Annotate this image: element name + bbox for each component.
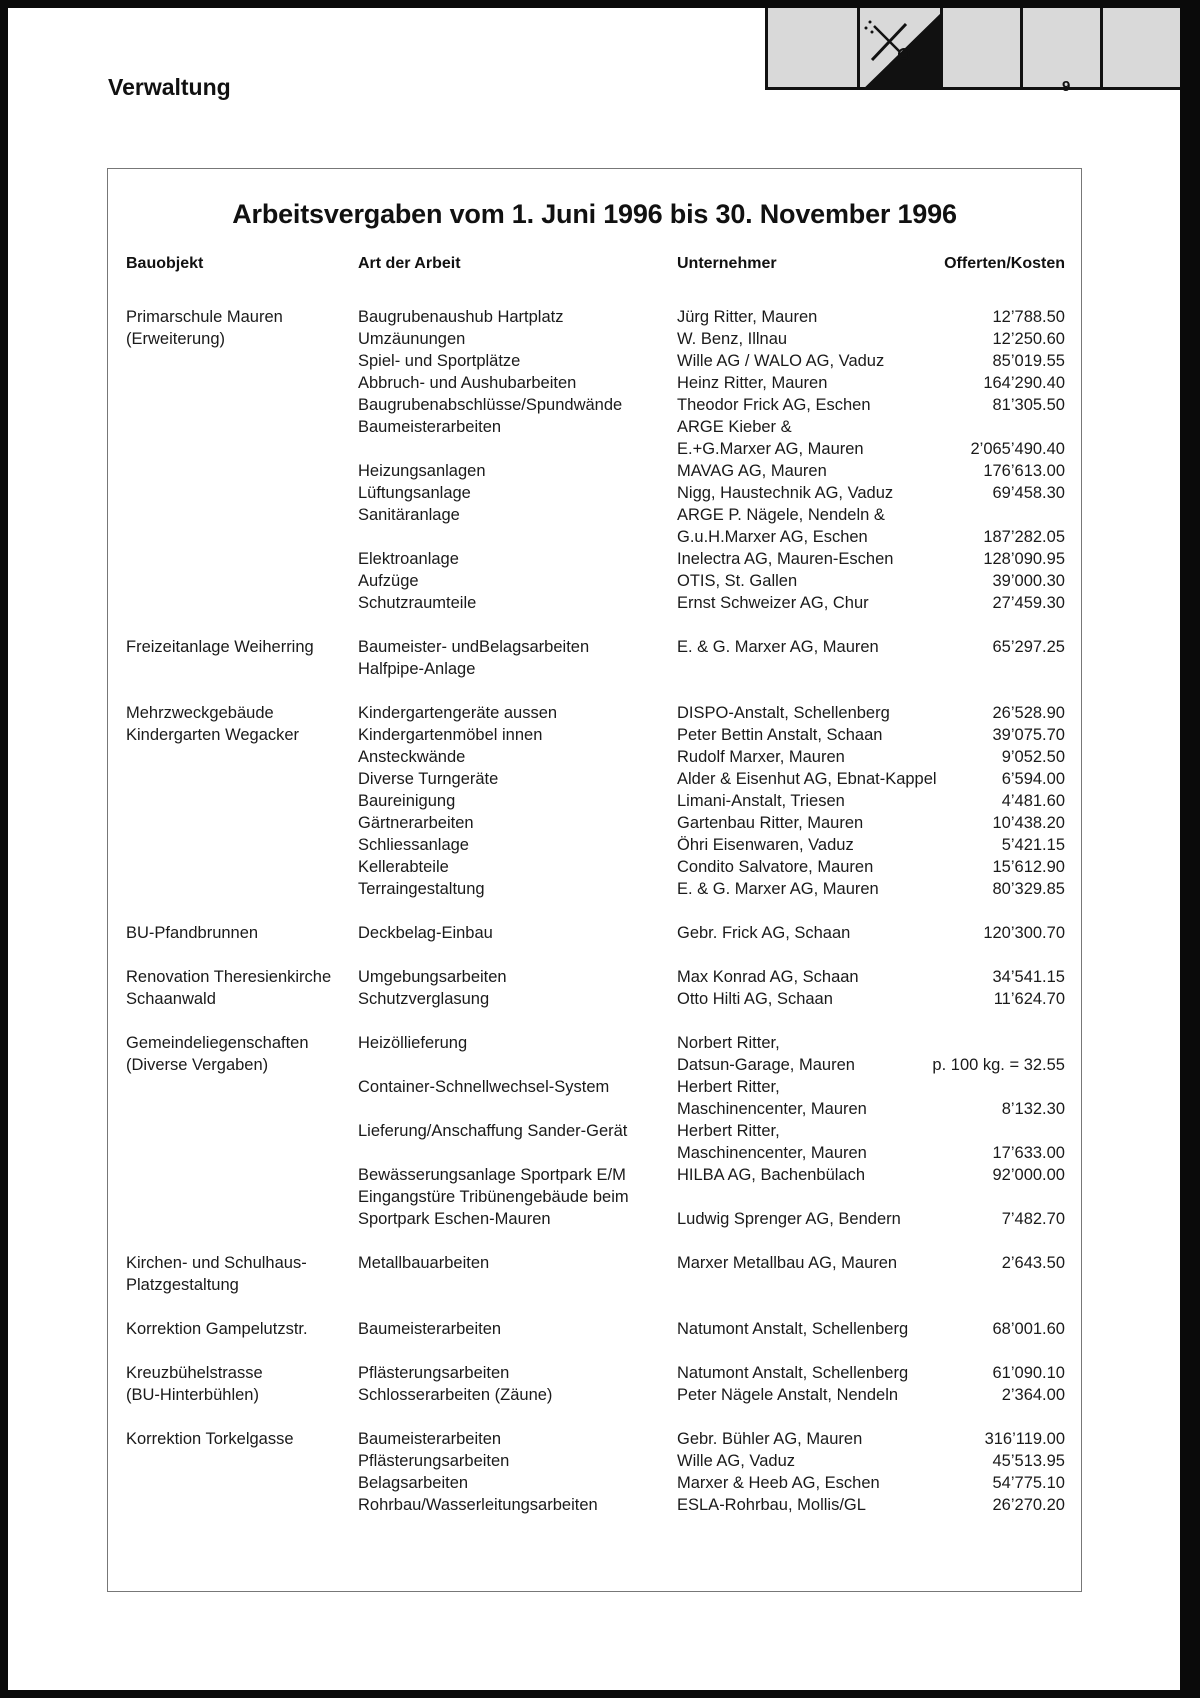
table-row: [108, 1054, 1081, 1076]
cell-unternehmer: MAVAG AG, Mauren: [677, 462, 827, 480]
cell-kosten: 68’001.60: [992, 1320, 1065, 1338]
table-row: [108, 922, 1081, 944]
column-header-unternehmer: Unternehmer: [677, 255, 777, 272]
table-row: [108, 394, 1081, 416]
cell-kosten: 6’594.00: [1001, 770, 1065, 788]
cell-art-der-arbeit: Heizungsanlagen: [358, 462, 486, 480]
table-row: [108, 1142, 1081, 1164]
table-row: [108, 1384, 1081, 1406]
cell-unternehmer: DISPO-Anstalt, Schellenberg: [677, 704, 890, 722]
cell-unternehmer: Maschinencenter, Mauren: [677, 1100, 867, 1118]
table-row: [108, 592, 1081, 614]
cell-kosten: 15’612.90: [992, 858, 1065, 876]
table-row: [108, 306, 1081, 328]
cell-unternehmer: Otto Hilti AG, Schaan: [677, 990, 833, 1008]
cell-bauobjekt: Kreuzbühelstrasse: [126, 1364, 263, 1382]
cell-art-der-arbeit: Spiel- und Sportplätze: [358, 352, 521, 370]
cell-bauobjekt: Gemeindeliegenschaften: [126, 1034, 309, 1052]
cell-art-der-arbeit: Lüftungsanlage: [358, 484, 471, 502]
cell-unternehmer: ESLA-Rohrbau, Mollis/GL: [677, 1496, 866, 1514]
cell-art-der-arbeit: Schutzverglasung: [358, 990, 490, 1008]
table-row: [108, 1208, 1081, 1230]
table-row: [108, 658, 1081, 680]
cell-unternehmer: Peter Nägele Anstalt, Nendeln: [677, 1386, 899, 1404]
cell-art-der-arbeit: Baumeisterarbeiten: [358, 418, 502, 436]
cell-unternehmer: Datsun-Garage, Mauren: [677, 1056, 855, 1074]
cell-unternehmer: Nigg, Haustechnik AG, Vaduz: [677, 484, 894, 502]
awards-table-box: [107, 168, 1082, 1592]
cell-art-der-arbeit: Diverse Turngeräte: [358, 770, 499, 788]
cell-unternehmer: Peter Bettin Anstalt, Schaan: [677, 726, 883, 744]
cell-art-der-arbeit: Baugrubenaushub Hartplatz: [358, 308, 564, 326]
cell-kosten: 9’052.50: [1001, 748, 1065, 766]
cell-unternehmer: E. & G. Marxer AG, Mauren: [677, 880, 879, 898]
cell-art-der-arbeit: Baugrubenabschlüsse/Spundwände: [358, 396, 623, 414]
cell-unternehmer: ARGE Kieber &: [677, 418, 792, 436]
cell-art-der-arbeit: Sportpark Eschen-Mauren: [358, 1210, 551, 1228]
cell-art-der-arbeit: Eingangstüre Tribünengebäude beim: [358, 1188, 629, 1206]
cell-unternehmer: Marxer & Heeb AG, Eschen: [677, 1474, 880, 1492]
cell-kosten: p. 100 kg. = 32.55: [932, 1056, 1065, 1074]
cell-kosten: 26’270.20: [992, 1496, 1065, 1514]
table-row: [108, 570, 1081, 592]
table-row: [108, 1274, 1081, 1296]
cell-unternehmer: Herbert Ritter,: [677, 1078, 780, 1096]
cell-kosten: 2’065’490.40: [970, 440, 1065, 458]
table-row: [108, 504, 1081, 526]
cell-bauobjekt: Korrektion Torkelgasse: [126, 1430, 294, 1448]
table-row: [108, 1032, 1081, 1054]
cell-kosten: 17’633.00: [992, 1144, 1065, 1162]
cell-unternehmer: E. & G. Marxer AG, Mauren: [677, 638, 879, 656]
cell-bauobjekt: Korrektion Gampelutzstr.: [126, 1320, 308, 1338]
cell-unternehmer: Theodor Frick AG, Eschen: [677, 396, 871, 414]
table-row: [108, 1076, 1081, 1098]
tab-cell: [1100, 8, 1180, 90]
cell-unternehmer: Condito Salvatore, Mauren: [677, 858, 874, 876]
cell-art-der-arbeit: Umzäunungen: [358, 330, 466, 348]
cell-art-der-arbeit: Rohrbau/Wasserleitungsarbeiten: [358, 1496, 598, 1514]
cell-unternehmer: Rudolf Marxer, Mauren: [677, 748, 845, 766]
table-row: [108, 416, 1081, 438]
cell-unternehmer: Alder & Eisenhut AG, Ebnat-Kappel: [677, 770, 937, 788]
table-row: [108, 988, 1081, 1010]
cell-kosten: 10’438.20: [992, 814, 1065, 832]
cell-art-der-arbeit: Lieferung/Anschaffung Sander-Gerät: [358, 1122, 628, 1140]
table-row: [108, 1098, 1081, 1120]
cell-art-der-arbeit: Elektroanlage: [358, 550, 459, 568]
table-row: [108, 746, 1081, 768]
table-row: [108, 460, 1081, 482]
cell-unternehmer: Herbert Ritter,: [677, 1122, 780, 1140]
cell-art-der-arbeit: Baumeister- undBelagsarbeiten: [358, 638, 590, 656]
cell-bauobjekt: (BU-Hinterbühlen): [126, 1386, 259, 1404]
cell-bauobjekt: Mehrzweckgebäude: [126, 704, 274, 722]
cell-kosten: 80’329.85: [992, 880, 1065, 898]
cell-bauobjekt: Platzgestaltung: [126, 1276, 239, 1294]
cell-art-der-arbeit: Gärtnerarbeiten: [358, 814, 474, 832]
cell-kosten: 65’297.25: [992, 638, 1065, 656]
table-row: [108, 636, 1081, 658]
column-header-bauobjekt: Bauobjekt: [126, 255, 204, 272]
table-row: [108, 834, 1081, 856]
section-title: Verwaltung: [108, 74, 231, 100]
cell-art-der-arbeit: Schlosserarbeiten (Zäune): [358, 1386, 553, 1404]
cell-unternehmer: Natumont Anstalt, Schellenberg: [677, 1320, 909, 1338]
table-row: [108, 1252, 1081, 1274]
cell-unternehmer: Heinz Ritter, Mauren: [677, 374, 828, 392]
table-row: [108, 1472, 1081, 1494]
tab-cell: [765, 8, 860, 90]
cell-unternehmer: Wille AG / WALO AG, Vaduz: [677, 352, 885, 370]
cell-kosten: 176’613.00: [983, 462, 1065, 480]
table-row: [108, 768, 1081, 790]
cell-art-der-arbeit: Belagsarbeiten: [358, 1474, 469, 1492]
cell-kosten: 11’624.70: [993, 990, 1065, 1008]
table-title: Arbeitsvergaben vom 1. Juni 1996 bis 30. November 1996: [232, 199, 957, 229]
cell-kosten: 7’482.70: [1001, 1210, 1065, 1228]
table-row: [108, 812, 1081, 834]
cell-unternehmer: Inelectra AG, Mauren-Eschen: [677, 550, 894, 568]
table-row: [108, 1428, 1081, 1450]
cell-kosten: 120’300.70: [983, 924, 1065, 942]
cell-kosten: 34’541.15: [992, 968, 1065, 986]
chapter-tab-strip: [765, 8, 1180, 92]
table-row: [108, 878, 1081, 900]
cell-unternehmer: Natumont Anstalt, Schellenberg: [677, 1364, 909, 1382]
table-row: [108, 1362, 1081, 1384]
table-row: [108, 350, 1081, 372]
cell-unternehmer: E.+G.Marxer AG, Mauren: [677, 440, 864, 458]
cell-unternehmer: W. Benz, Illnau: [677, 330, 788, 348]
column-header-art-der-arbeit: Art der Arbeit: [358, 255, 461, 272]
cell-unternehmer: Öhri Eisenwaren, Vaduz: [677, 836, 854, 854]
cell-art-der-arbeit: Sanitäranlage: [358, 506, 460, 524]
table-row: [108, 1318, 1081, 1340]
cell-art-der-arbeit: Baureinigung: [358, 792, 456, 810]
cell-kosten: 45’513.95: [992, 1452, 1065, 1470]
page-number: 9: [1062, 78, 1071, 95]
table-row: [108, 526, 1081, 548]
cell-art-der-arbeit: Abbruch- und Aushubarbeiten: [358, 374, 577, 392]
table-row: [108, 1120, 1081, 1142]
cell-unternehmer: Wille AG, Vaduz: [677, 1452, 795, 1470]
table-row: [108, 548, 1081, 570]
cell-unternehmer: Gartenbau Ritter, Mauren: [677, 814, 864, 832]
cell-kosten: 39’000.30: [992, 572, 1065, 590]
cell-bauobjekt: (Erweiterung): [126, 330, 226, 348]
cell-unternehmer: Marxer Metallbau AG, Mauren: [677, 1254, 898, 1272]
cell-kosten: 27’459.30: [992, 594, 1065, 612]
table-row: [108, 372, 1081, 394]
cell-art-der-arbeit: Schliessanlage: [358, 836, 469, 854]
cell-art-der-arbeit: Umgebungsarbeiten: [358, 968, 507, 986]
cell-art-der-arbeit: Baumeisterarbeiten: [358, 1430, 502, 1448]
cell-bauobjekt: Renovation Theresienkirche: [126, 968, 332, 986]
cell-kosten: 26’528.90: [992, 704, 1065, 722]
cell-kosten: 8’132.30: [1001, 1100, 1065, 1118]
cell-art-der-arbeit: Metallbauarbeiten: [358, 1254, 490, 1272]
table-row: [108, 856, 1081, 878]
cell-unternehmer: Gebr. Frick AG, Schaan: [677, 924, 851, 942]
column-header-kosten: Offerten/Kosten: [944, 255, 1065, 272]
cell-kosten: 316’119.00: [984, 1430, 1065, 1448]
cell-kosten: 2’364.00: [1001, 1386, 1065, 1404]
cell-kosten: 12’788.50: [992, 308, 1065, 326]
table-row: [108, 482, 1081, 504]
cell-bauobjekt: Kirchen- und Schulhaus-: [126, 1254, 307, 1272]
cell-art-der-arbeit: Kindergartenmöbel innen: [358, 726, 543, 744]
tools-icon: [857, 8, 943, 90]
cell-bauobjekt: Kindergarten Wegacker: [126, 726, 300, 744]
cell-art-der-arbeit: Terraingestaltung: [358, 880, 485, 898]
cell-kosten: 187’282.05: [983, 528, 1065, 546]
cell-kosten: 81’305.50: [992, 396, 1065, 414]
cell-kosten: 128’090.95: [983, 550, 1065, 568]
cell-art-der-arbeit: Kellerabteile: [358, 858, 449, 876]
cell-bauobjekt: Schaanwald: [126, 990, 216, 1008]
document-page: [8, 8, 1180, 1690]
table-row: [108, 438, 1081, 460]
cell-unternehmer: HILBA AG, Bachenbülach: [677, 1166, 866, 1184]
cell-art-der-arbeit: Ansteckwände: [358, 748, 466, 766]
cell-unternehmer: Jürg Ritter, Mauren: [677, 308, 818, 326]
table-row: [108, 1164, 1081, 1186]
cell-kosten: 12’250.60: [992, 330, 1065, 348]
cell-bauobjekt: Primarschule Mauren: [126, 308, 283, 326]
cell-art-der-arbeit: Bewässerungsanlage Sportpark E/M: [358, 1166, 626, 1184]
table-row: [108, 1494, 1081, 1516]
cell-art-der-arbeit: Container-Schnellwechsel-System: [358, 1078, 610, 1096]
cell-unternehmer: Norbert Ritter,: [677, 1034, 780, 1052]
cell-kosten: 39’075.70: [992, 726, 1065, 744]
cell-art-der-arbeit: Pflästerungsarbeiten: [358, 1364, 510, 1382]
cell-unternehmer: ARGE P. Nägele, Nendeln &: [677, 506, 885, 524]
cell-kosten: 5’421.15: [1001, 836, 1065, 854]
cell-bauobjekt: BU-Pfandbrunnen: [126, 924, 259, 942]
table-row: [108, 1450, 1081, 1472]
table-row: [108, 966, 1081, 988]
table-row: [108, 702, 1081, 724]
cell-unternehmer: Ernst Schweizer AG, Chur: [677, 594, 869, 612]
cell-kosten: 61’090.10: [992, 1364, 1065, 1382]
cell-kosten: 69’458.30: [992, 484, 1065, 502]
cell-kosten: 85’019.55: [992, 352, 1065, 370]
cell-unternehmer: Gebr. Bühler AG, Mauren: [677, 1430, 863, 1448]
cell-art-der-arbeit: Heizöllieferung: [358, 1034, 468, 1052]
table-row: [108, 328, 1081, 350]
cell-art-der-arbeit: Pflästerungsarbeiten: [358, 1452, 510, 1470]
cell-art-der-arbeit: Deckbelag-Einbau: [358, 924, 493, 942]
cell-art-der-arbeit: Aufzüge: [358, 572, 419, 590]
cell-unternehmer: OTIS, St. Gallen: [677, 572, 798, 590]
cell-kosten: 54’775.10: [992, 1474, 1065, 1492]
table-body: [108, 306, 1081, 1516]
table-row: [108, 1186, 1081, 1208]
cell-art-der-arbeit: Baumeisterarbeiten: [358, 1320, 502, 1338]
cell-bauobjekt: Freizeitanlage Weiherring: [126, 638, 314, 656]
cell-unternehmer: G.u.H.Marxer AG, Eschen: [677, 528, 868, 546]
cell-unternehmer: Ludwig Sprenger AG, Bendern: [677, 1210, 901, 1228]
tab-cell: [940, 8, 1023, 90]
cell-unternehmer: Max Konrad AG, Schaan: [677, 968, 859, 986]
cell-kosten: 4’481.60: [1001, 792, 1065, 810]
table-row: [108, 790, 1081, 812]
cell-kosten: 2’643.50: [1001, 1254, 1065, 1272]
cell-kosten: 164’290.40: [983, 374, 1065, 392]
cell-art-der-arbeit: Kindergartengeräte aussen: [358, 704, 558, 722]
cell-art-der-arbeit: Schutzraumteile: [358, 594, 477, 612]
cell-bauobjekt: (Diverse Vergaben): [126, 1056, 269, 1074]
table-row: [108, 724, 1081, 746]
cell-unternehmer: Maschinencenter, Mauren: [677, 1144, 867, 1162]
cell-art-der-arbeit: Halfpipe-Anlage: [358, 660, 476, 678]
cell-kosten: 92’000.00: [992, 1166, 1065, 1184]
cell-unternehmer: Limani-Anstalt, Triesen: [677, 792, 845, 810]
